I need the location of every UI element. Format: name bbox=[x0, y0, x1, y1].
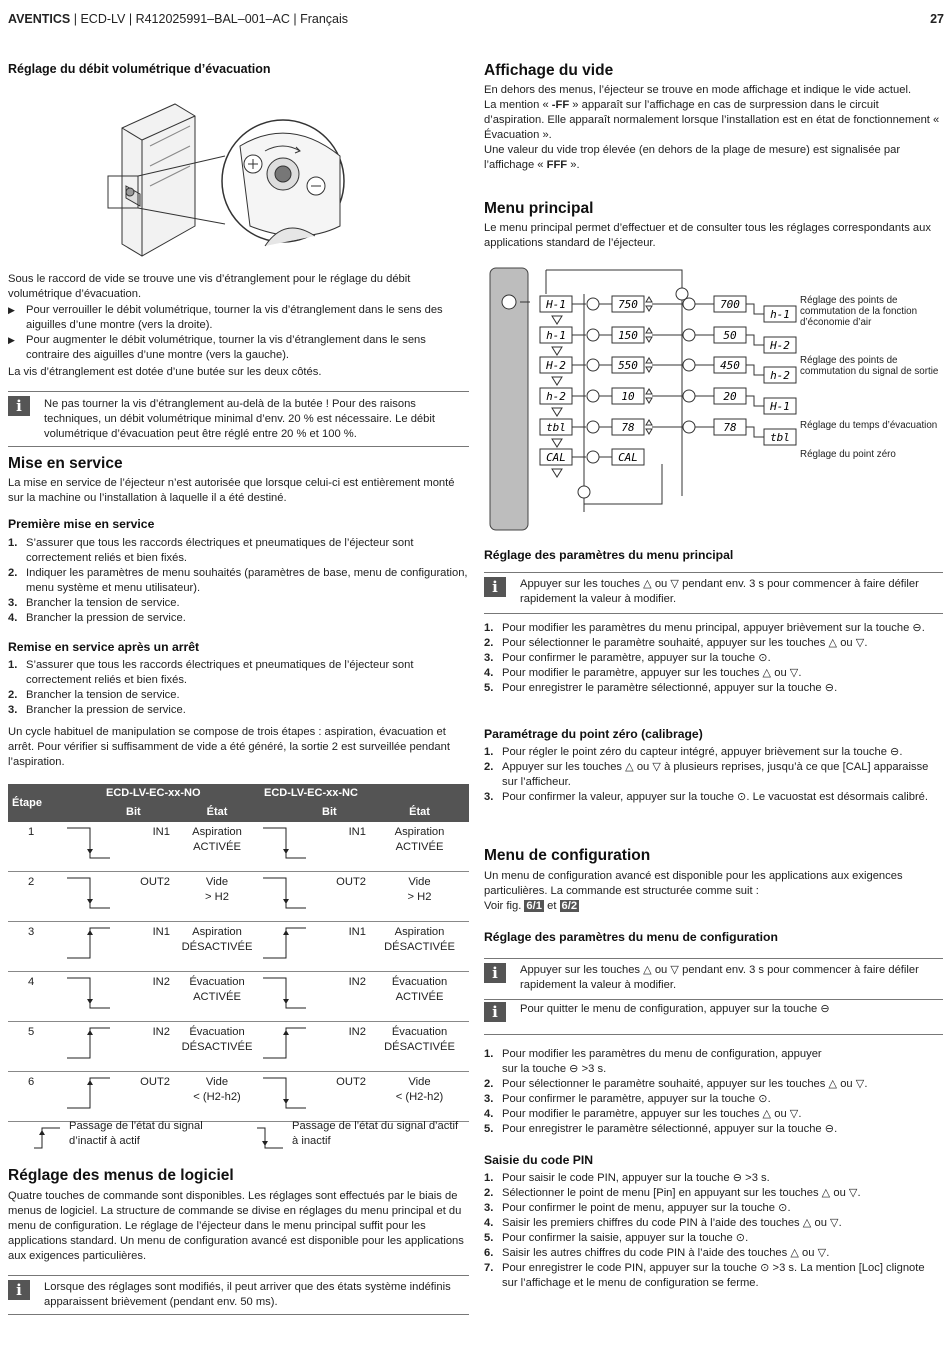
step-text: Saisir les autres chiffres du code PIN à l’aide des touches △ ou ▽. bbox=[502, 1247, 830, 1259]
lcd-value-text: 10 bbox=[621, 390, 635, 403]
edge-cell bbox=[64, 922, 122, 972]
set-key-icon bbox=[683, 390, 695, 402]
list-item: 2. Sélectionner le point de menu [Pin] en appuyant sur les touches △ ou ▽. bbox=[484, 1187, 861, 1199]
state-cell: Aspiration DÉSACTIVÉE bbox=[370, 922, 469, 972]
col-state: État bbox=[370, 803, 469, 822]
step-text: Pour enregistrer le paramètre sélectionné, appuyer sur la touche ⊖. bbox=[502, 1123, 838, 1135]
list-item: 7. Pour enregistrer le code PIN, appuyer sur la touche ⊙ >3 s. La mention [Loc] clignote sur l’affichage et le menu de configuration se ferme. bbox=[484, 1261, 942, 1291]
cfg-steps bbox=[484, 1047, 942, 1137]
up-down-keys-icon bbox=[646, 389, 652, 403]
lcd-code-text: h-1 bbox=[546, 329, 566, 342]
first-steps bbox=[8, 536, 470, 626]
list-item: 1. Pour modifier les paramètres du menu principal, appuyer brièvement sur la touche ⊖. bbox=[484, 622, 925, 634]
set-key-icon bbox=[587, 298, 599, 310]
state-cell: Vide > H2 bbox=[370, 872, 469, 922]
list-item: 1. Pour régler le point zéro du capteur intégré, appuyer brièvement sur la touche ⊖. bbox=[484, 746, 903, 758]
lcd-new-value-text: 50 bbox=[723, 329, 737, 342]
lcd-result-text: tbl bbox=[770, 431, 790, 444]
note-butee bbox=[8, 391, 469, 447]
falling-edge-icon bbox=[64, 924, 114, 964]
cycle-text: Un cycle habituel de manipulation se compose de trois étapes : aspiration, évacuation et arrêt. Pour vérifier si suffisamment de vide a été généré, la sortie 2 est surveillée pendant l’aspiration. bbox=[8, 726, 450, 768]
lcd-new-value-text: 78 bbox=[723, 421, 737, 434]
step-text: Pour confirmer le point de menu, appuyer sur la touche ⊙. bbox=[502, 1202, 791, 1214]
state-cell: Aspiration DÉSACTIVÉE bbox=[174, 922, 260, 972]
config-ref: Voir fig. 6/1 et 6/2 bbox=[484, 900, 578, 912]
group-nc: ECD-LV-EC-xx-NC bbox=[260, 784, 469, 803]
up-down-keys-icon bbox=[646, 358, 652, 372]
page-header bbox=[8, 12, 944, 27]
rising-edge-icon bbox=[64, 874, 114, 914]
bit-cell: OUT2 bbox=[318, 872, 370, 922]
bit-cell: IN2 bbox=[318, 1022, 370, 1072]
edge-cell bbox=[260, 1072, 318, 1122]
soft-title: Réglage des menus de logiciel bbox=[8, 1167, 234, 1184]
note-text: Ne pas tourner la vis d’étranglement au-delà de la butée ! Pour des raisons techniques, un débit volumétrique minimal d’env. 20 % est nécessaire. Le débit volumétrique d’évacuation peut être réglé entre 20 % et 100 %. bbox=[44, 398, 435, 440]
bit-cell: OUT2 bbox=[122, 872, 174, 922]
info-icon: i bbox=[484, 1002, 506, 1022]
zero-title: Paramétrage du point zéro (calibrage) bbox=[484, 727, 703, 741]
note-text: Appuyer sur les touches △ ou ▽ pendant env. 3 s pour commencer à faire défiler rapidement la valeur à modifier. bbox=[520, 578, 919, 605]
brand: AVENTICS bbox=[8, 12, 71, 26]
table-row bbox=[8, 822, 469, 872]
edge-cell bbox=[260, 922, 318, 972]
list-item: 1. S’assurer que tous les raccords électriques et pneumatiques de l’éjecteur sont correctement reliés et bien fixés. bbox=[8, 536, 470, 566]
step-cell: 5 bbox=[8, 1022, 64, 1072]
note-text: Appuyer sur les touches △ ou ▽ pendant env. 3 s pour commencer à faire défiler rapidement la valeur à modifier. bbox=[520, 964, 919, 991]
lcd-result-text: H-1 bbox=[770, 400, 790, 413]
lcd-new-value-text: 450 bbox=[720, 359, 740, 372]
col-bit: Bit bbox=[122, 803, 174, 822]
rising-edge-icon bbox=[260, 1074, 310, 1114]
info-icon: i bbox=[8, 1280, 30, 1300]
list-item: 4. Saisir les premiers chiffres du code PIN à l’aide des touches △ ou ▽. bbox=[484, 1217, 842, 1229]
bit-cell: IN1 bbox=[122, 822, 174, 872]
vac-section bbox=[484, 83, 942, 173]
config-text: Un menu de configuration avancé est disponible pour les applications aux exigences particulières. La commande est structurée comme suit : bbox=[484, 870, 903, 897]
lcd-value-text: 150 bbox=[618, 329, 638, 342]
down-key-icon bbox=[552, 469, 562, 477]
table-row bbox=[8, 972, 469, 1022]
pin-steps bbox=[484, 1171, 942, 1291]
mise-text: La mise en service de l’éjecteur n’est autorisée que lorsque celui-ci est entièrement monté sur la machine ou l’installation à laquelle il a été destiné. bbox=[8, 477, 455, 504]
set-key-icon bbox=[587, 390, 599, 402]
note-undefined bbox=[8, 1275, 469, 1315]
step-cell: 1 bbox=[8, 822, 64, 872]
step-text: Pour confirmer la valeur, appuyer sur la touche ⊙. Le vacuostat est désormais calibré. bbox=[502, 791, 929, 803]
step-text: Pour enregistrer le code PIN, appuyer sur la touche ⊙ >3 s. La mention [Loc] clignote sur l’affichage et le menu de configuration se ferme. bbox=[502, 1262, 925, 1289]
ejector-illustration bbox=[100, 86, 370, 266]
set-key-icon bbox=[683, 421, 695, 433]
step-text: Pour saisir le code PIN, appuyer sur la touche ⊖ >3 s. bbox=[502, 1172, 770, 1184]
down-key-icon bbox=[552, 347, 562, 355]
vac-p3: Une valeur du vide trop élevée (en dehors de la plage de mesure) est signalisée par l’affichage « FFF ». bbox=[484, 144, 901, 171]
lcd-code-text: h-2 bbox=[546, 390, 566, 403]
state-cell: Vide < (H2-h2) bbox=[174, 1072, 260, 1122]
diagram-label: Réglage des points de commutation de la fonction d’économie d’air bbox=[800, 295, 918, 328]
bit-cell: IN2 bbox=[122, 1022, 174, 1072]
list-item: 6. Saisir les autres chiffres du code PIN à l’aide des touches △ ou ▽. bbox=[484, 1247, 830, 1259]
rising-edge-icon bbox=[64, 824, 114, 864]
edge-cell bbox=[260, 822, 318, 872]
step-text: Indiquer les paramètres de menu souhaités (paramètres de base, menu de configuration, menu système et menu utilisateur). bbox=[26, 567, 468, 594]
table-row bbox=[8, 1022, 469, 1072]
step-cell: 4 bbox=[8, 972, 64, 1022]
diagram-label: Réglage du point zéro bbox=[800, 449, 896, 460]
set-key-icon bbox=[683, 329, 695, 341]
lcd-result-text: h-2 bbox=[770, 369, 790, 382]
list-item: 4. Pour modifier le paramètre, appuyer sur les touches △ ou ▽. bbox=[484, 1108, 802, 1120]
bullet-icon: ▶ bbox=[8, 305, 15, 315]
step-text: Pour enregistrer le paramètre sélectionné, appuyer sur la touche ⊖. bbox=[502, 682, 838, 694]
bit-cell: IN2 bbox=[318, 972, 370, 1022]
legend-fall: Passage de l’état du signal d’actif à inactif bbox=[292, 1120, 459, 1147]
diagram-label: Réglage des points de commutation du signal de sortie bbox=[800, 355, 939, 377]
lcd-code-text: CAL bbox=[546, 451, 566, 464]
first-title: Première mise en service bbox=[8, 517, 155, 531]
flow-bullet-text: Pour augmenter le débit volumétrique, tourner la vis d’étranglement dans le sens contraire des aiguilles d’une montre (vers la gauche). bbox=[26, 334, 426, 361]
flow-section bbox=[8, 272, 470, 380]
fig-ref-1[interactable]: 6/1 bbox=[526, 900, 542, 912]
lcd-code-text: H-2 bbox=[546, 359, 566, 372]
state-cell: Évacuation ACTIVÉE bbox=[370, 972, 469, 1022]
step-text: Pour confirmer le paramètre, appuyer sur la touche ⊙. bbox=[502, 652, 771, 664]
param-steps bbox=[484, 621, 942, 696]
note-scroll-2 bbox=[484, 958, 943, 1000]
list-item: 4. Brancher la pression de service. bbox=[8, 612, 186, 624]
up-down-keys-icon bbox=[646, 297, 652, 311]
list-item bbox=[8, 303, 470, 333]
step-text: Brancher la tension de service. bbox=[26, 597, 180, 609]
flow-bullet-text: Pour verrouiller le débit volumétrique, tourner la vis d’étranglement dans le sens des aiguilles d’une montre (vers la droite). bbox=[26, 304, 443, 331]
note-text: Pour quitter le menu de configuration, appuyer sur la touche ⊖ bbox=[520, 1003, 830, 1015]
list-item: 2. Indiquer les paramètres de menu souhaités (paramètres de base, menu de configuration, menu système et menu utilisateur). bbox=[8, 566, 470, 596]
step-text: Pour régler le point zéro du capteur intégré, appuyer brièvement sur la touche ⊖. bbox=[502, 746, 903, 758]
up-down-keys-icon bbox=[646, 420, 652, 434]
restart-title: Remise en service après un arrêt bbox=[8, 640, 200, 654]
soft-text: Quatre touches de commande sont disponibles. Les réglages sont effectués par le biais de menus de logiciel. La structure de commande se divise en réglages du menu principal et du menu de configuration. Le réglage de l’éjecteur dans le menu principal suffit pour les applications standard. Un menu de configuration avancé est disponible pour les applications aux exigences particulières. bbox=[8, 1190, 464, 1262]
config-title: Menu de configuration bbox=[484, 847, 651, 864]
list-item: 5. Pour enregistrer le paramètre sélectionné, appuyer sur la touche ⊖. bbox=[484, 1123, 838, 1135]
vac-title: Affichage du vide bbox=[484, 62, 614, 79]
step-text: Saisir les premiers chiffres du code PIN à l’aide des touches △ ou ▽. bbox=[502, 1217, 842, 1229]
note-text: Lorsque des réglages sont modifiés, il peut arriver que des états système indéfinis apparaissent brièvement (pendant env. 50 ms). bbox=[44, 1281, 451, 1308]
set-key-icon bbox=[587, 451, 599, 463]
table-row bbox=[8, 922, 469, 972]
list-item: 3. Pour confirmer la valeur, appuyer sur la touche ⊙. Le vacuostat est désormais calibré. bbox=[484, 791, 929, 803]
bit-cell: OUT2 bbox=[122, 1072, 174, 1122]
state-cell: Aspiration ACTIVÉE bbox=[370, 822, 469, 872]
step-text: Pour confirmer le paramètre, appuyer sur la touche ⊙. bbox=[502, 1093, 771, 1105]
down-key-icon bbox=[552, 377, 562, 385]
step-text: Brancher la pression de service. bbox=[26, 704, 186, 716]
list-item: 3. Pour confirmer le point de menu, appuyer sur la touche ⊙. bbox=[484, 1202, 791, 1214]
state-cell: Aspiration ACTIVÉE bbox=[174, 822, 260, 872]
down-key-icon bbox=[552, 316, 562, 324]
edge-cell bbox=[64, 972, 122, 1022]
cfgp-title: Réglage des paramètres du menu de configuration bbox=[484, 930, 778, 944]
set-key-icon bbox=[587, 359, 599, 371]
main-text: Le menu principal permet d’effectuer et de consulter tous les réglages correspondants aux applications standard de l’éjecteur. bbox=[484, 222, 931, 249]
lcd-new-value-text: 20 bbox=[723, 390, 737, 403]
list-item: 3. Pour confirmer le paramètre, appuyer sur la touche ⊙. bbox=[484, 1093, 771, 1105]
zero-steps bbox=[484, 745, 942, 805]
menu-key-icon bbox=[502, 295, 516, 309]
states-table bbox=[8, 784, 469, 1122]
step-text: Pour modifier les paramètres du menu de configuration, appuyer sur la touche ⊖ >3 s. bbox=[502, 1048, 822, 1075]
menu-key-icon bbox=[676, 288, 688, 300]
step-text: Appuyer sur les touches △ ou ▽ à plusieurs reprises, jusqu’à ce que [CAL] apparaisse sur l’afficheur. bbox=[502, 761, 929, 788]
restart-steps bbox=[8, 658, 470, 718]
rising-edge-icon bbox=[260, 824, 310, 864]
lcd-value-text: 550 bbox=[618, 359, 638, 372]
step-text: Pour confirmer la saisie, appuyer sur la touche ⊙. bbox=[502, 1232, 749, 1244]
page-number: 27 bbox=[930, 12, 944, 26]
group-no: ECD-LV-EC-xx-NO bbox=[64, 784, 260, 803]
list-item: 2. Pour sélectionner le paramètre souhaité, appuyer sur les touches △ ou ▽. bbox=[484, 1078, 868, 1090]
bit-cell: OUT2 bbox=[318, 1072, 370, 1122]
lcd-value-text: 750 bbox=[618, 298, 638, 311]
lcd-new-value-text: 700 bbox=[720, 298, 740, 311]
edge-cell bbox=[64, 822, 122, 872]
set-key-icon bbox=[587, 329, 599, 341]
state-cell: Vide > H2 bbox=[174, 872, 260, 922]
col-step: Étape bbox=[8, 784, 64, 822]
list-item: 3. Pour confirmer le paramètre, appuyer sur la touche ⊙. bbox=[484, 652, 771, 664]
list-item: 3. Brancher la tension de service. bbox=[8, 597, 180, 609]
flow-title: Réglage du débit volumétrique d’évacuation bbox=[8, 62, 271, 76]
lcd-value-text: 78 bbox=[621, 421, 635, 434]
bit-cell: IN1 bbox=[318, 822, 370, 872]
step-text: S’assurer que tous les raccords électriques et pneumatiques de l’éjecteur sont correctement reliés et bien fixés. bbox=[26, 537, 414, 564]
step-text: Pour sélectionner le paramètre souhaité, appuyer sur les touches △ ou ▽. bbox=[502, 1078, 868, 1090]
pin-title: Saisie du code PIN bbox=[484, 1153, 594, 1167]
lcd-result-text: h-1 bbox=[770, 308, 790, 321]
falling-edge-icon bbox=[64, 1074, 114, 1114]
header-title bbox=[8, 12, 348, 27]
step-cell: 2 bbox=[8, 872, 64, 922]
step-text: Brancher la tension de service. bbox=[26, 689, 180, 701]
list-item: 5. Pour enregistrer le paramètre sélectionné, appuyer sur la touche ⊖. bbox=[484, 682, 838, 694]
step-text: Sélectionner le point de menu [Pin] en appuyant sur les touches △ ou ▽. bbox=[502, 1187, 861, 1199]
fig-ref-2[interactable]: 6/2 bbox=[561, 900, 578, 912]
info-icon: i bbox=[484, 577, 506, 597]
note-quit bbox=[484, 998, 943, 1035]
step-text: Pour sélectionner le paramètre souhaité, appuyer sur les touches △ ou ▽. bbox=[502, 637, 868, 649]
state-cell: Évacuation DÉSACTIVÉE bbox=[174, 1022, 260, 1072]
table-row bbox=[8, 872, 469, 922]
up-down-keys-icon bbox=[646, 328, 652, 342]
diagram-label: Réglage du temps d’évacuation bbox=[800, 420, 938, 431]
col-state: État bbox=[174, 803, 260, 822]
state-cell: Évacuation DÉSACTIVÉE bbox=[370, 1022, 469, 1072]
step-text: S’assurer que tous les raccords électriques et pneumatiques de l’éjecteur sont correctement reliés et bien fixés. bbox=[26, 659, 414, 686]
falling-edge-icon bbox=[260, 1024, 310, 1064]
list-item: 1. Pour saisir le code PIN, appuyer sur la touche ⊖ >3 s. bbox=[484, 1172, 770, 1184]
list-item: 4. Pour modifier le paramètre, appuyer sur les touches △ ou ▽. bbox=[484, 667, 802, 679]
bit-cell: IN1 bbox=[318, 922, 370, 972]
edge-cell bbox=[260, 972, 318, 1022]
step-text: Pour modifier les paramètres du menu principal, appuyer brièvement sur la touche ⊖. bbox=[502, 622, 925, 634]
lcd-result-text: H-2 bbox=[770, 339, 790, 352]
lcd-code-text: tbl bbox=[546, 421, 566, 434]
bit-cell: IN2 bbox=[122, 972, 174, 1022]
list-item: 1. S’assurer que tous les raccords électriques et pneumatiques de l’éjecteur sont correctement reliés et bien fixés. bbox=[8, 658, 470, 688]
step-text: Brancher la pression de service. bbox=[26, 612, 186, 624]
flow-intro: Sous le raccord de vide se trouve une vis d’étranglement pour le réglage du débit volumétrique d’évacuation. bbox=[8, 273, 411, 300]
edge-cell bbox=[260, 1022, 318, 1072]
main-title: Menu principal bbox=[484, 200, 594, 217]
main-menu-diagram bbox=[486, 264, 946, 534]
lcd-value-text: CAL bbox=[618, 451, 638, 464]
flow-end: La vis d’étranglement est dotée d’une butée sur les deux côtés. bbox=[8, 366, 322, 378]
rising-edge-icon bbox=[260, 874, 310, 914]
list-item: 5. Pour confirmer la saisie, appuyer sur la touche ⊙. bbox=[484, 1232, 749, 1244]
param-title: Réglage des paramètres du menu principal bbox=[484, 548, 734, 562]
col-bit: Bit bbox=[318, 803, 370, 822]
note-scroll bbox=[484, 572, 943, 614]
set-key-icon bbox=[587, 421, 599, 433]
table-row bbox=[8, 1072, 469, 1122]
set-key-icon bbox=[683, 359, 695, 371]
falling-edge-icon bbox=[260, 924, 310, 964]
legend-rise: Passage de l’état du signal d’inactif à actif bbox=[69, 1120, 203, 1147]
list-item: 3. Brancher la pression de service. bbox=[8, 704, 186, 716]
vac-p2: La mention « -FF » apparaît sur l’affichage en cas de surpression dans le circuit d’aspiration. Elle apparaît normalement lorsque l’installation est en état de fonctionnement « Évacuation ». bbox=[484, 99, 940, 141]
edge-cell bbox=[64, 1072, 122, 1122]
step-text: Pour modifier le paramètre, appuyer sur les touches △ ou ▽. bbox=[502, 667, 802, 679]
lcd-code-text: H-1 bbox=[546, 298, 566, 311]
falling-edge-icon bbox=[64, 1024, 114, 1064]
info-icon: i bbox=[484, 963, 506, 983]
down-key-icon bbox=[552, 408, 562, 416]
flow-bullets bbox=[8, 303, 470, 363]
step-cell: 6 bbox=[8, 1072, 64, 1122]
list-item: 2. Brancher la tension de service. bbox=[8, 689, 180, 701]
doc-ref: | ECD-LV | R412025991–BAL–001–AC | Français bbox=[70, 12, 349, 26]
mise-title: Mise en service bbox=[8, 455, 123, 472]
edge-cell bbox=[64, 1022, 122, 1072]
vac-p1: En dehors des menus, l’éjecteur se trouve en mode affichage et indique le vide actuel. bbox=[484, 84, 912, 96]
info-icon: i bbox=[8, 396, 30, 416]
list-item bbox=[8, 333, 470, 363]
falling-edge-icon bbox=[255, 1124, 285, 1152]
down-key-icon bbox=[552, 439, 562, 447]
set-key-icon bbox=[578, 486, 590, 498]
list-item: 1. Pour modifier les paramètres du menu de configuration, appuyer sur la touche ⊖ >3 s. bbox=[484, 1048, 822, 1075]
list-item: 2. Appuyer sur les touches △ ou ▽ à plusieurs reprises, jusqu’à ce que [CAL] apparaisse sur l’afficheur. bbox=[484, 760, 942, 790]
bit-cell: IN1 bbox=[122, 922, 174, 972]
list-item: 2. Pour sélectionner le paramètre souhaité, appuyer sur les touches △ ou ▽. bbox=[484, 637, 868, 649]
rising-edge-icon bbox=[260, 974, 310, 1014]
state-cell: Évacuation ACTIVÉE bbox=[174, 972, 260, 1022]
edge-cell bbox=[64, 872, 122, 922]
state-cell: Vide < (H2-h2) bbox=[370, 1072, 469, 1122]
edge-cell bbox=[260, 872, 318, 922]
rising-edge-icon bbox=[32, 1124, 62, 1152]
step-cell: 3 bbox=[8, 922, 64, 972]
bullet-icon: ▶ bbox=[8, 335, 15, 345]
step-text: Pour modifier le paramètre, appuyer sur les touches △ ou ▽. bbox=[502, 1108, 802, 1120]
rising-edge-icon bbox=[64, 974, 114, 1014]
